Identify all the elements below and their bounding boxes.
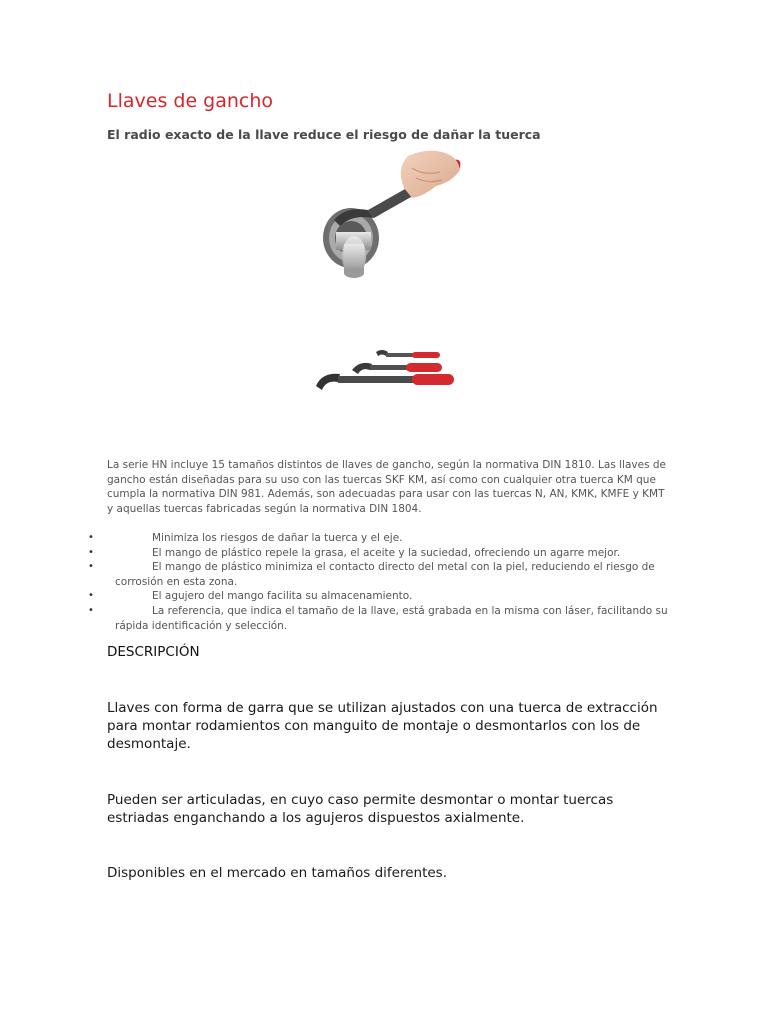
hook-wrenches-set-photo	[312, 346, 458, 408]
bullet-icon: •	[88, 546, 94, 558]
bullet-icon: •	[88, 532, 94, 543]
list-item: • El mango de plástico repele la grasa, el aceite y la suciedad, ofreciendo un agarre mejor.	[88, 546, 621, 559]
description-heading: DESCRIPCIÓN	[107, 644, 200, 660]
list-item: • El mango de plástico minimiza el contacto directo del metal con la piel, reduciendo el riesgo de corrosión en esta zona.	[88, 561, 655, 588]
list-item: • La referencia, que indica el tamaño de la llave, está grabada en la misma con láser, facilitando su rápida identificación y selección.	[88, 604, 668, 632]
intro-paragraph: La serie HN incluye 15 tamaños distintos de llaves de gancho, según la normativa DIN 1810. Las llaves de gancho están diseñadas para su uso con las tuercas SKF KM, así como con cualquier otra tuerca KM que cumpla la normativa DIN 981. Además, son adecuadas para usar con las tuercas N, AN, KMK, KMFE y KMT y aquellas tuercas fabricadas según la normativa DIN 1804.	[107, 459, 667, 515]
description-paragraph: Pueden ser articuladas, en cuyo caso permite desmontar o montar tuercas estriadas enganchando a los agujeros dispuestos axialmente.	[107, 792, 614, 826]
feature-list	[88, 531, 668, 633]
list-item: • Minimiza los riesgos de dañar la tuerca y el eje.	[88, 532, 403, 544]
bullet-icon: •	[88, 604, 94, 616]
hook-wrench-hand-photo	[316, 148, 466, 280]
page-title: Llaves de gancho	[107, 90, 274, 112]
bullet-icon: •	[88, 561, 94, 573]
description-paragraph: Llaves con forma de garra que se utilizan ajustados con una tuerca de extracción para montar rodamientos con manguito de montaje o desmontarlos con los de desmontaje.	[107, 700, 658, 752]
page-subtitle: El radio exacto de la llave reduce el riesgo de dañar la tuerca	[107, 127, 541, 142]
bullet-icon: •	[88, 590, 94, 602]
description-paragraph: Disponibles en el mercado en tamaños diferentes.	[107, 865, 447, 881]
list-item: • El agujero del mango facilita su almacenamiento.	[88, 590, 413, 603]
